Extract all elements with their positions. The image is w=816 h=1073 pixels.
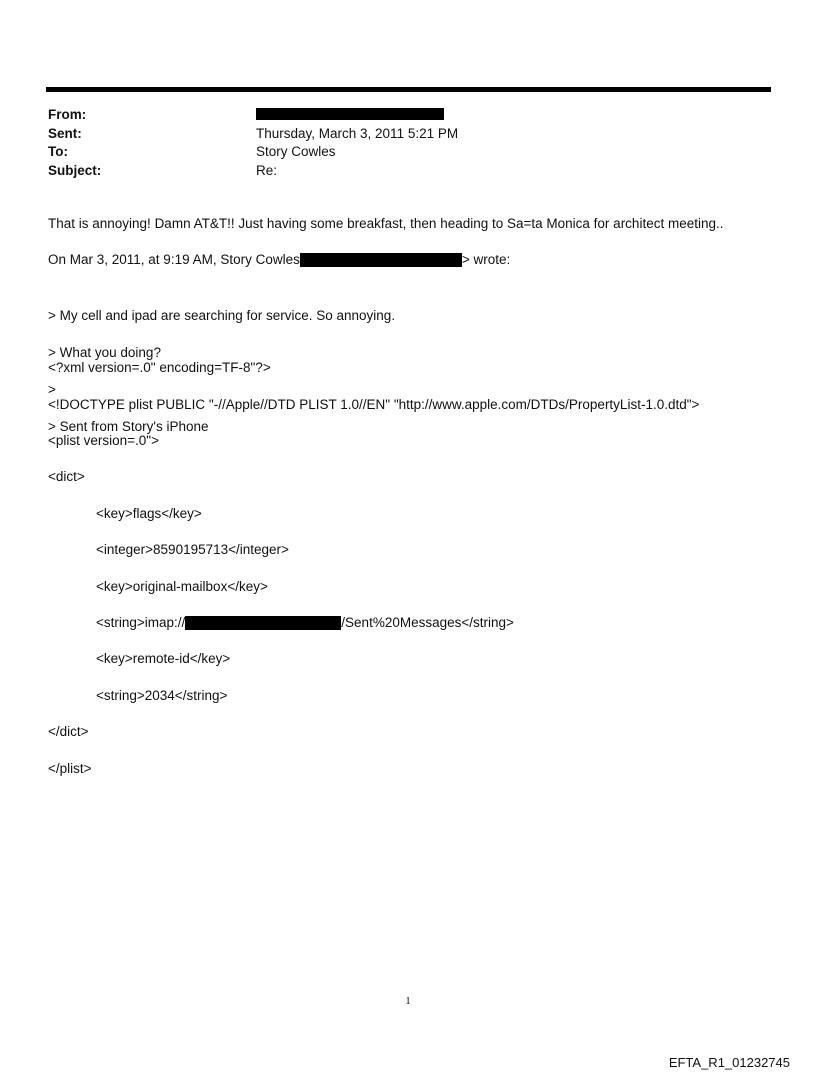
- key-remote-id: <key>remote-id</key>: [96, 651, 231, 667]
- to-row: [48, 143, 458, 162]
- key-original-mailbox: <key>original-mailbox</key>: [96, 578, 268, 594]
- xml-doctype: <!DOCTYPE plist PUBLIC "-//Apple//DTD PLIST 1.0//EN" "http://www.apple.com/DTDs/PropertyList-1.0.dtd">: [48, 396, 700, 412]
- from-value: [256, 106, 444, 125]
- integer-value: <integer>8590195713</integer>: [96, 542, 289, 558]
- page-number: 1: [405, 995, 411, 1007]
- dict-open: <dict>: [48, 469, 85, 485]
- to-value: Story Cowles: [256, 144, 336, 159]
- key-flags: <key>flags</key>: [96, 505, 202, 521]
- reply-text: That is annoying! Damn AT&T!! Just having some breakfast, then heading to Sa=ta Monica for architect meeting..: [48, 216, 724, 231]
- quote-intro-post: > wrote:: [461, 252, 511, 267]
- from-label: From:: [48, 107, 87, 122]
- string-imap-post: /Sent%20Messages</string>: [341, 615, 514, 631]
- sent-value: Thursday, March 3, 2011 5:21 PM: [256, 125, 459, 141]
- header-rule: [46, 87, 771, 92]
- sent-label: Sent:: [48, 125, 82, 141]
- subject-value: Re:: [256, 162, 278, 178]
- sent-row: [48, 125, 458, 144]
- dict-close: </dict>: [48, 724, 89, 740]
- bates-number: EFTA_R1_01232745: [668, 1055, 790, 1070]
- quote-intro: [48, 251, 510, 270]
- from-row: [48, 106, 458, 125]
- quoted-line: >: [48, 381, 56, 397]
- quoted-line: > Sent from Story's iPhone: [48, 418, 209, 434]
- xml-declaration: <?xml version=.0" encoding=TF-8"?>: [48, 360, 271, 376]
- subject-row: [48, 162, 458, 181]
- redaction-bar: [185, 616, 341, 630]
- redaction-bar: [300, 253, 462, 267]
- quoted-line: > My cell and ipad are searching for service. So annoying.: [48, 307, 396, 323]
- to-label: To:: [48, 144, 68, 159]
- redaction-bar: [256, 108, 444, 120]
- quote-intro-pre: On Mar 3, 2011, at 9:19 AM, Story Cowles: [48, 252, 300, 267]
- string-remote-id: <string>2034</string>: [96, 687, 228, 703]
- plist-open: <plist version=.0">: [48, 433, 159, 449]
- email-header: [48, 106, 458, 180]
- plist-block: [48, 341, 699, 796]
- string-imap-pre: <string>imap://: [96, 615, 186, 631]
- plist-close: </plist>: [48, 760, 92, 776]
- quoted-line: > What you doing?: [48, 344, 161, 360]
- subject-label: Subject:: [48, 162, 102, 178]
- string-imap: [48, 614, 699, 632]
